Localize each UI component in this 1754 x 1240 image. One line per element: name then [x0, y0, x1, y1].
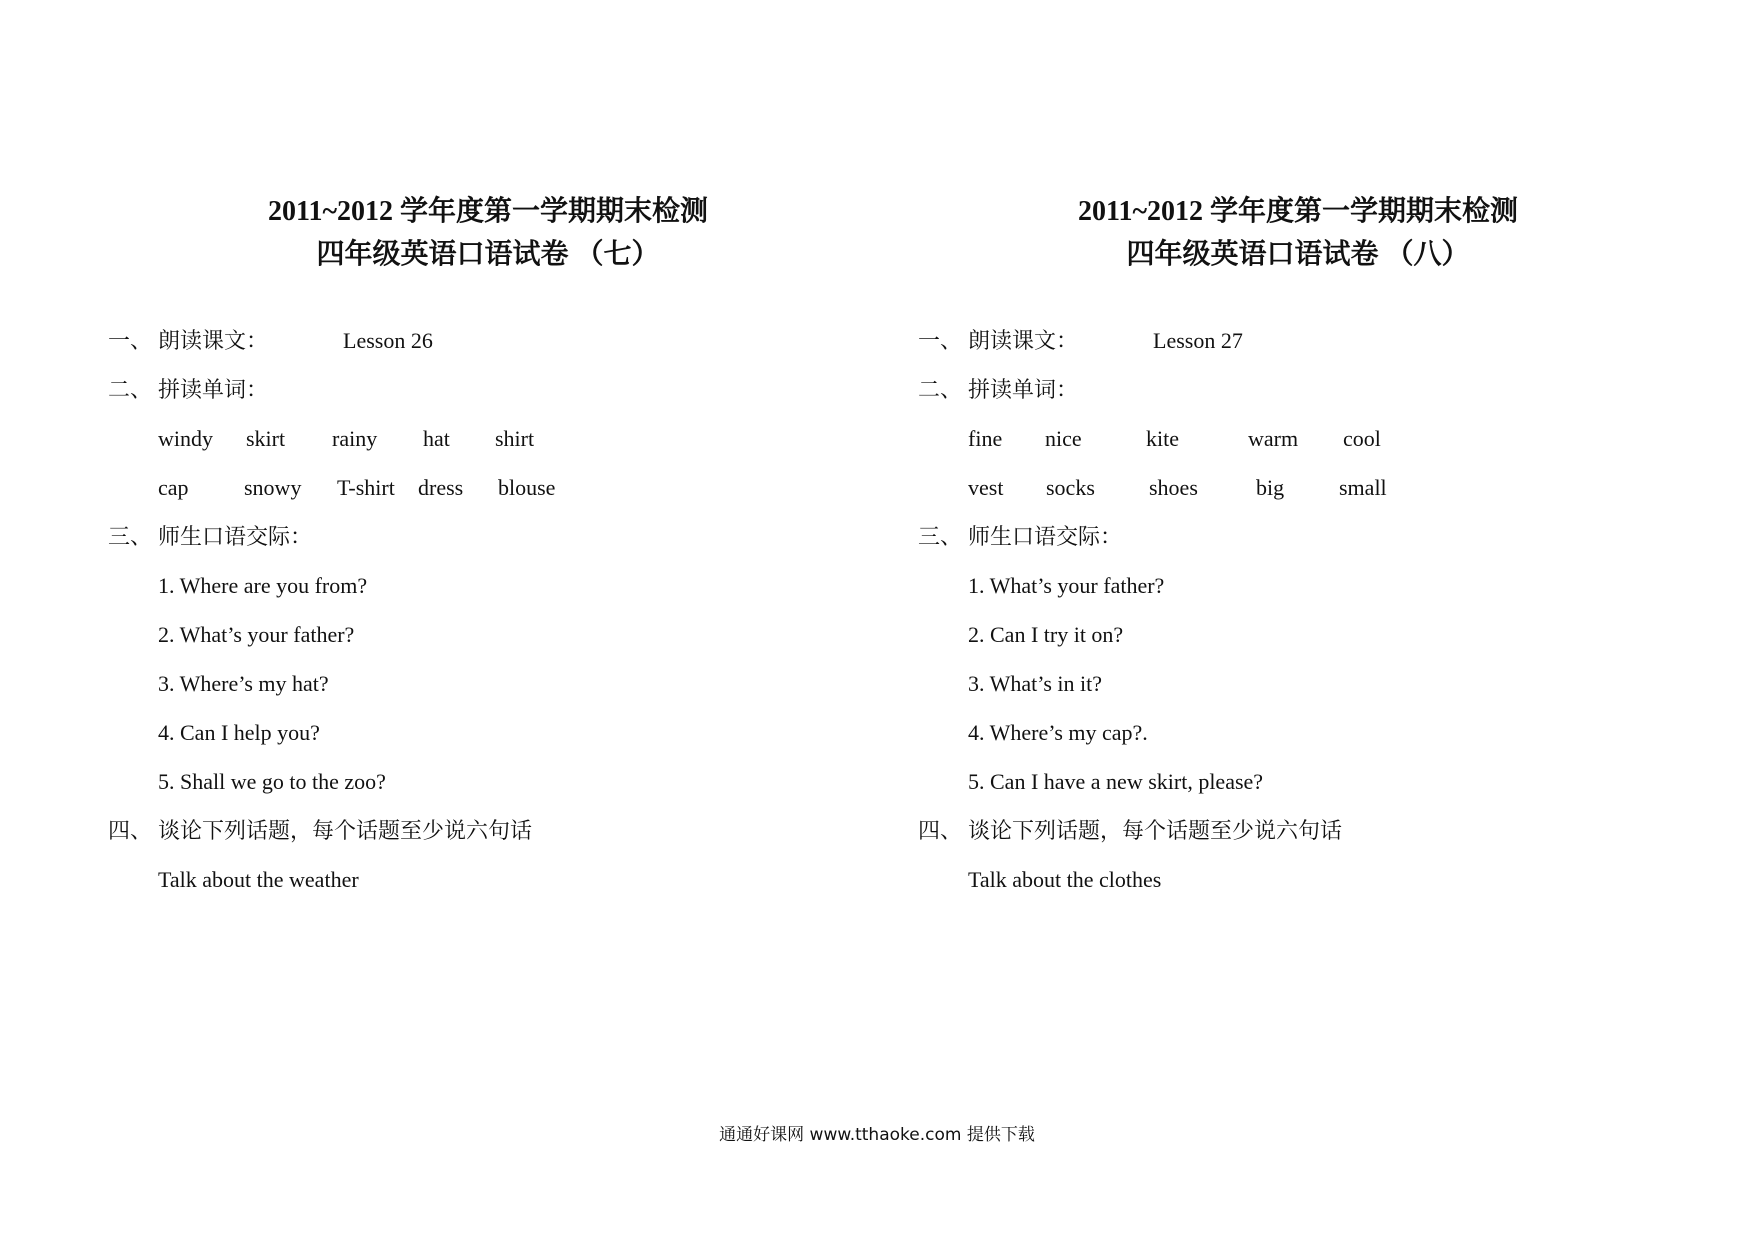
word: windy: [158, 426, 213, 451]
section-spelling: [918, 365, 1618, 414]
word-row-1: [918, 414, 1618, 463]
question: 5. Can I have a new skirt, please?: [968, 769, 1264, 794]
word: nice: [1045, 426, 1082, 451]
section-number: 四、: [108, 818, 153, 843]
word-row-2: [108, 463, 808, 512]
section-number: 二、: [918, 377, 963, 402]
section-number: 四、: [918, 818, 963, 843]
lesson-name: Lesson 27: [1153, 328, 1243, 353]
title-line-2: 四年级英语口语试卷 （七）: [316, 239, 660, 270]
title-line-2: 四年级英语口语试卷 （八）: [1126, 239, 1470, 270]
section-label: 师生口语交际：: [968, 524, 1123, 549]
question: 1. What’s your father?: [968, 573, 1165, 598]
word: vest: [968, 475, 1004, 500]
question: 4. Can I help you?: [158, 720, 320, 745]
sections: [918, 316, 1618, 904]
section-number: 二、: [108, 377, 153, 402]
title-line-1: 2011~2012 学年度第一学期期末检测: [267, 196, 709, 227]
question: 3. What’s in it?: [968, 671, 1103, 696]
word: shirt: [495, 426, 535, 451]
word: fine: [968, 426, 1003, 451]
word: T-shirt: [337, 475, 395, 500]
section-dialogue: [108, 512, 808, 561]
section-label: 师生口语交际：: [158, 524, 313, 549]
title-line-1: 2011~2012 学年度第一学期期末检测: [1077, 196, 1519, 227]
page-footer: 通通好课网 www.tthaoke.com 提供下载: [719, 1125, 1035, 1145]
word: kite: [1146, 426, 1179, 451]
word: cap: [158, 475, 189, 500]
section-number: 一、: [108, 328, 153, 353]
word: dress: [418, 475, 464, 500]
section-number: 三、: [918, 524, 963, 549]
word: cool: [1343, 426, 1381, 451]
section-reading: [108, 316, 808, 365]
word: big: [1256, 475, 1285, 500]
paper-title: [188, 190, 788, 276]
word: warm: [1248, 426, 1299, 451]
test-paper-8: [918, 190, 1618, 904]
word: hat: [423, 426, 450, 451]
section-dialogue: [918, 512, 1618, 561]
question: 2. Can I try it on?: [968, 622, 1124, 647]
section-spelling: [108, 365, 808, 414]
question: 3. Where’s my hat?: [158, 671, 329, 696]
word: blouse: [498, 475, 556, 500]
section-number: 三、: [108, 524, 153, 549]
word: socks: [1046, 475, 1095, 500]
word: snowy: [244, 475, 302, 500]
section-label: 拼读单词：: [968, 377, 1079, 402]
topic: Talk about the weather: [158, 867, 359, 892]
section-label: 拼读单词：: [158, 377, 269, 402]
section-topic: [918, 806, 1618, 855]
section-label: 谈论下列话题，每个话题至少说六句话: [158, 818, 533, 843]
question: 1. Where are you from?: [158, 573, 368, 598]
section-reading: [918, 316, 1618, 365]
section-label: 朗读课文：: [158, 328, 269, 353]
question: 5. Shall we go to the zoo?: [158, 769, 386, 794]
section-number: 一、: [918, 328, 963, 353]
section-topic: [108, 806, 808, 855]
word-row-1: [108, 414, 808, 463]
section-label: 谈论下列话题，每个话题至少说六句话: [968, 818, 1343, 843]
test-paper-7: [108, 190, 808, 904]
sections: [108, 316, 808, 904]
word: shoes: [1149, 475, 1198, 500]
section-label: 朗读课文：: [968, 328, 1079, 353]
word: small: [1339, 475, 1387, 500]
word: skirt: [246, 426, 286, 451]
word: rainy: [332, 426, 378, 451]
word-row-2: [918, 463, 1618, 512]
paper-title: [998, 190, 1598, 276]
topic: Talk about the clothes: [968, 867, 1162, 892]
question: 4. Where’s my cap?.: [968, 720, 1148, 745]
lesson-name: Lesson 26: [343, 328, 433, 353]
question: 2. What’s your father?: [158, 622, 355, 647]
